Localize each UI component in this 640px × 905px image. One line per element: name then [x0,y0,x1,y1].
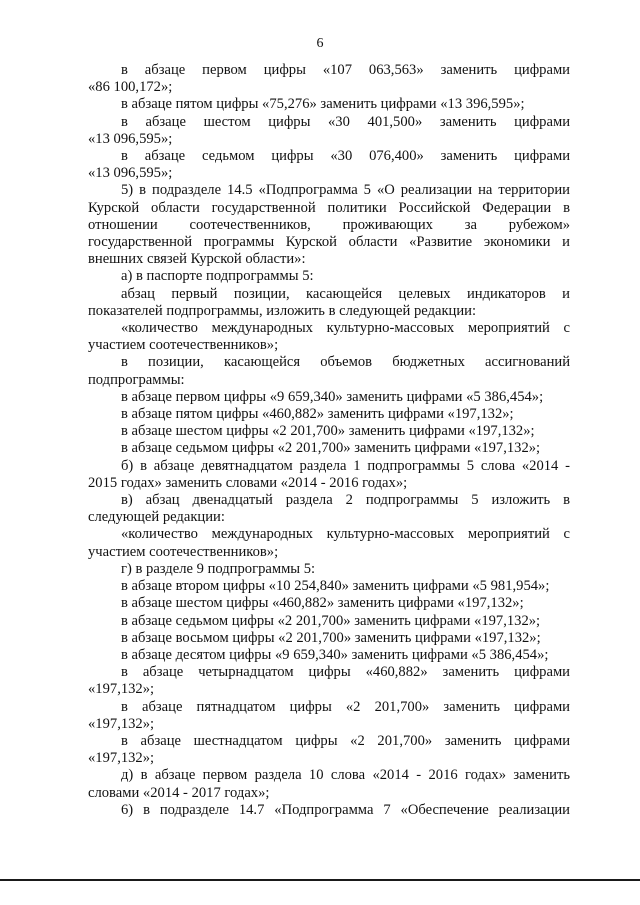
paragraph-line: в абзаце шестом цифры «2 201,700» заменить цифрами «197,132»; [121,423,535,440]
paragraph-line: в абзаце седьмом цифры «2 201,700» заменить цифрами «197,132»; [121,612,541,629]
paragraph-line: в абзаце десятом цифры «9 659,340» заменить цифрами «5 386,454»; [121,646,549,663]
paragraph-line: абзац первый позиции, касающейся целевых индикаторов и [121,285,570,302]
paragraph-line: а) в паспорте подпрограммы 5: [121,268,314,285]
paragraph-line: государственной программы Курской области «Развитие экономики и [88,234,570,251]
paragraph-line: «197,132»; [88,681,155,698]
paragraph-line: «197,132»; [88,715,155,732]
paragraph-line: «86 100,172»; [88,79,173,96]
paragraph-line: в абзаце шестом цифры «30 401,500» заменить цифрами [121,113,570,130]
paragraph [88,114,570,148]
paragraph-line: в абзаце пятнадцатом цифры «2 201,700» заменить цифрами [121,698,570,715]
paragraph [88,96,570,113]
paragraph [88,440,570,457]
paragraph [88,286,570,320]
paragraph-line: подпрограммы: [88,371,185,388]
paragraph [88,406,570,423]
paragraph-line: в абзаце седьмом цифры «30 076,400» заменить цифрами [121,148,570,165]
paragraph [88,62,570,96]
document-body [88,62,570,819]
paragraph-line: 5) в подразделе 14.5 «Подпрограмма 5 «О реализации на территории [121,182,570,199]
paragraph-line: в абзаце втором цифры «10 254,840» заменить цифрами «5 981,954»; [121,578,550,595]
paragraph [88,699,570,733]
paragraph-line: в абзаце пятом цифры «460,882» заменить цифрами «197,132»; [121,406,514,423]
paragraph [88,561,570,578]
paragraph-line: в) абзац двенадцатый раздела 2 подпрограммы 5 изложить в [121,492,570,509]
paragraph-line: в абзаце первом цифры «107 063,563» заменить цифрами [121,62,570,78]
paragraph-line: в абзаце восьмом цифры «2 201,700» заменить цифрами «197,132»; [121,629,541,646]
paragraph-line: Курской области государственной политики Российской Федерации в [88,199,570,216]
paragraph-line: участием соотечественников»; [88,543,279,560]
paragraph-line: в абзаце четырнадцатом цифры «460,882» заменить цифрами [121,664,570,681]
paragraph-line: словами «2014 - 2017 годах»; [88,784,270,801]
paragraph [88,578,570,595]
paragraph-line: «13 096,595»; [88,130,173,147]
paragraph [88,647,570,664]
paragraph-line: д) в абзаце первом раздела 10 слова «2014 - 2016 годах» заменить [121,767,570,784]
paragraph-line: в абзаце пятом цифры «75,276» заменить цифрами «13 396,595»; [121,96,525,113]
paragraph-line: г) в разделе 9 подпрограммы 5: [121,560,316,577]
paragraph [88,458,570,492]
page-bottom-rule [0,879,640,881]
paragraph [88,148,570,182]
paragraph [88,268,570,285]
paragraph-line: в абзаце шестом цифры «460,882» заменить цифрами «197,132»; [121,595,524,612]
paragraph [88,595,570,612]
paragraph [88,664,570,698]
paragraph-line: б) в абзаце девятнадцатом раздела 1 подпрограммы 5 слова «2014 - [121,457,570,474]
paragraph-line: «количество международных культурно-массовых мероприятий с [121,526,570,543]
paragraph-line: внешних связей Курской области»: [88,251,306,268]
paragraph [88,320,570,354]
paragraph [88,354,570,388]
paragraph-line: «количество международных культурно-массовых мероприятий с [121,320,570,337]
paragraph-line: в позиции, касающейся объемов бюджетных ассигнований [121,354,570,371]
paragraph-line: 6) в подразделе 14.7 «Подпрограмма 7 «Обеспечение реализации [121,801,570,818]
paragraph-line: отношении соотечественников, проживающих за рубежом» [88,216,570,233]
paragraph-line: 2015 годах» заменить словами «2014 - 2016 годах»; [88,474,408,491]
page-number: 6 [316,36,324,51]
paragraph-line: показателей подпрограммы, изложить в следующей редакции: [88,302,477,319]
paragraph [88,389,570,406]
paragraph-line: в абзаце седьмом цифры «2 201,700» заменить цифрами «197,132»; [121,440,541,457]
paragraph [88,526,570,560]
paragraph [88,630,570,647]
paragraph-line: «197,132»; [88,750,155,767]
paragraph [88,182,570,268]
paragraph-line: «13 096,595»; [88,165,173,182]
paragraph [88,733,570,767]
paragraph-line: в абзаце первом цифры «9 659,340» заменить цифрами «5 386,454»; [121,388,544,405]
paragraph [88,767,570,801]
paragraph [88,423,570,440]
paragraph-line: следующей редакции: [88,509,225,526]
paragraph [88,802,570,819]
paragraph-line: в абзаце шестнадцатом цифры «2 201,700» заменить цифрами [121,732,570,749]
paragraph-line: участием соотечественников»; [88,337,279,354]
paragraph [88,492,570,526]
paragraph [88,613,570,630]
